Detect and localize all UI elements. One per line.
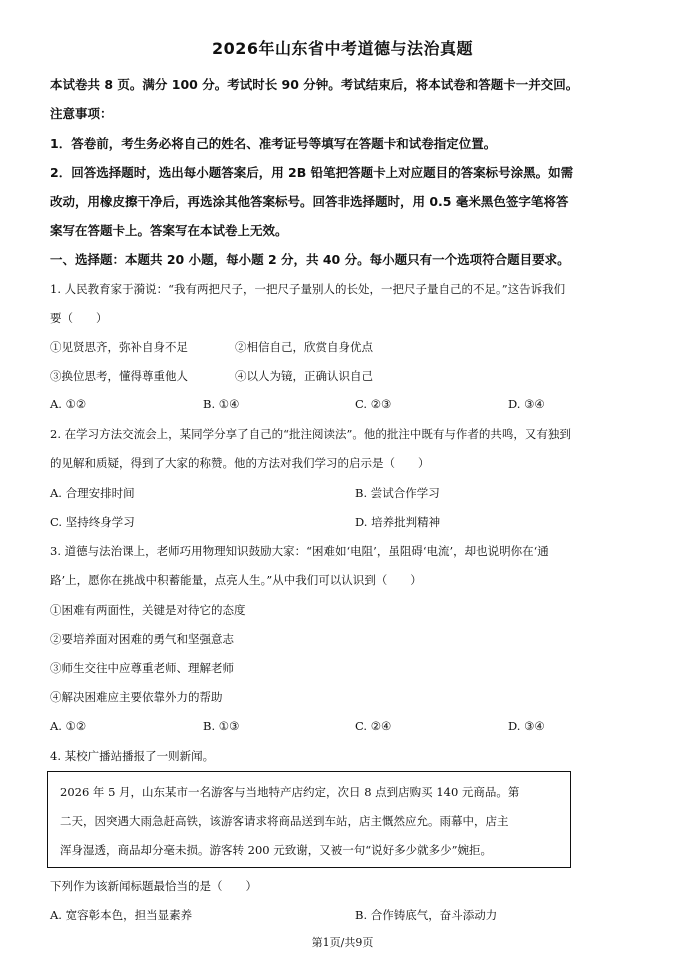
notice-item-2: 2．回答选择题时，选出每小题答案后，用 2B 铅笔把答题卡上对应题目的答案标号涂黑。如需 — [50, 165, 574, 180]
question-1-stem: 1. 人民教育家于漪说：“我有两把尺子，一把尺子量别人的长处，一把尺子量自己的不足。”这告诉我们 — [50, 282, 566, 296]
question-3-stem-cont: 路’上，愿你在挑战中积蓄能量，点亮人生。”从中我们可以认识到（ ） — [50, 573, 422, 587]
q1-option-a: A. ①② — [50, 397, 87, 411]
page-title: 2026年山东省中考道德与法治真题 — [211, 39, 474, 58]
q2-option-d: D. 培养批判精神 — [355, 515, 441, 529]
question-4-prompt: 下列作为该新闻标题最恰当的是（ ） — [50, 879, 257, 893]
q4-option-a: A. 宽容彰本色，担当显素养 — [50, 908, 193, 922]
question-2-stem-cont: 的见解和质疑，得到了大家的称赞。他的方法对我们学习的启示是（ ） — [50, 456, 430, 470]
q3-option-c: C. ②④ — [355, 719, 392, 733]
question-4-stem: 4. 某校广播站播报了一则新闻。 — [50, 749, 215, 763]
q3-option-b: B. ①③ — [203, 719, 240, 733]
q1-statement-3: ③换位思考，懂得尊重他人 — [50, 369, 188, 383]
section-heading: 一、选择题：本题共 20 小题，每小题 2 分，共 40 分。每小题只有一个选项符合题目要求。 — [50, 252, 570, 267]
notice-item-1: 1．答卷前，考生务必将自己的姓名、准考证号等填写在答题卡和试卷指定位置。 — [50, 136, 497, 151]
notice-item-2-end: 案写在答题卡上。答案写在本试卷上无效。 — [50, 223, 288, 238]
q3-statement-2: ②要培养面对困难的勇气和坚强意志 — [50, 632, 234, 646]
question-3-stem: 3. 道德与法治课上，老师巧用物理知识鼓励大家：“困难如‘电阻’，虽阻碍‘电流’，却也说明你在‘通 — [50, 544, 549, 558]
q3-option-d: D. ③④ — [508, 719, 545, 733]
page-footer: 第1页/共9页 — [311, 936, 374, 949]
q1-option-b: B. ①④ — [203, 397, 240, 411]
q1-option-d: D. ③④ — [508, 397, 545, 411]
q3-statement-1: ①困难有两面性，关键是对待它的态度 — [50, 603, 246, 617]
q1-statement-1: ①见贤思齐，弥补自身不足 — [50, 340, 188, 354]
notice-intro: 本试卷共 8 页。满分 100 分。考试时长 90 分钟。考试结束后，将本试卷和答题卡一并交回。 — [50, 77, 579, 92]
q2-option-a: A. 合理安排时间 — [50, 486, 135, 500]
q3-option-a: A. ①② — [50, 719, 87, 733]
q3-statement-3: ③师生交往中应尊重老师、理解老师 — [50, 661, 234, 675]
q1-option-c: C. ②③ — [355, 397, 392, 411]
notice-heading: 注意事项： — [50, 106, 113, 121]
news-line: 二天，因突遇大雨急赶高铁，该游客请求将商品送到车站，店主慨然应允。雨幕中，店主 — [60, 814, 509, 828]
q3-statement-4: ④解决困难应主要依靠外力的帮助 — [50, 690, 223, 704]
q1-statement-2: ②相信自己，欣赏自身优点 — [235, 340, 373, 354]
q2-option-b: B. 尝试合作学习 — [355, 486, 440, 500]
news-material-box — [47, 771, 571, 868]
q1-statement-4: ④以人为镜，正确认识自己 — [235, 369, 373, 383]
q2-option-c: C. 坚持终身学习 — [50, 515, 135, 529]
notice-item-2-cont: 改动，用橡皮擦干净后，再选涂其他答案标号。回答非选择题时，用 0.5 毫米黑色签字笔将答 — [50, 194, 569, 209]
news-line: 2026 年 5 月，山东某市一名游客与当地特产店约定，次日 8 点到店购买 140 元商品。第 — [60, 785, 520, 799]
question-1-stem-cont: 要（ ） — [50, 311, 108, 325]
question-2-stem: 2. 在学习方法交流会上，某同学分享了自己的“批注阅读法”。他的批注中既有与作者的共鸣，又有独到 — [50, 427, 571, 441]
news-line: 浑身湿透，商品却分毫未损。游客转 200 元致谢，又被一句“说好多少就多少”婉拒。 — [60, 843, 493, 857]
q4-option-b: B. 合作铸底气，奋斗添动力 — [355, 908, 498, 922]
